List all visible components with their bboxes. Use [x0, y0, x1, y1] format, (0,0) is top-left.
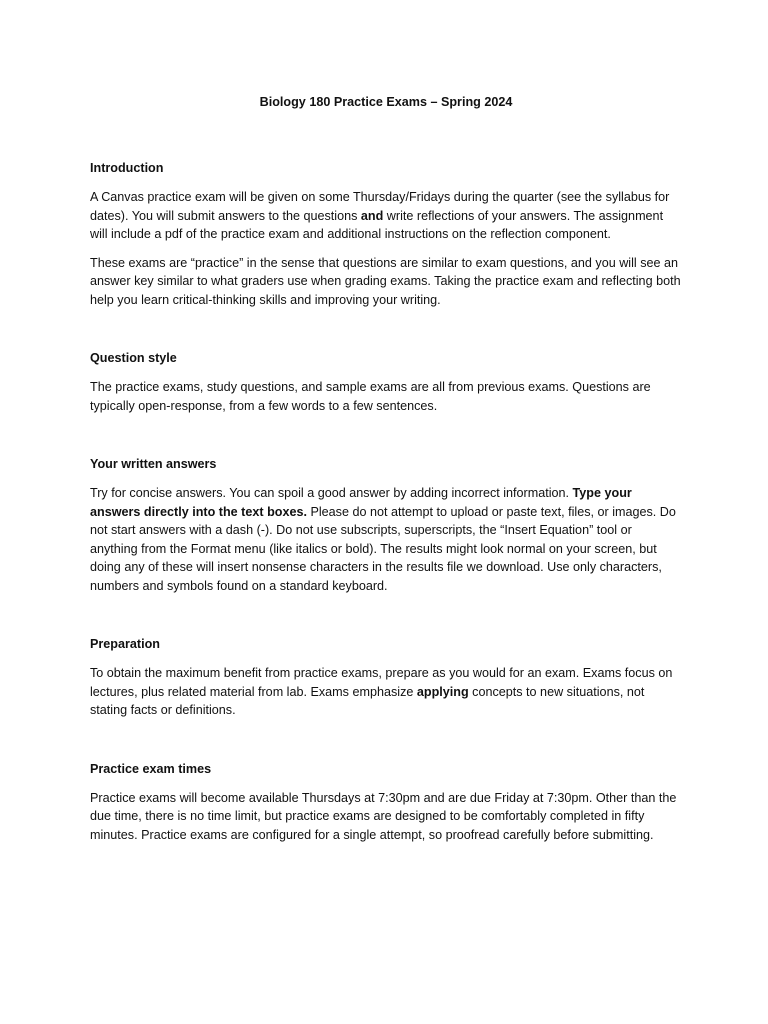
practice-exam-times-paragraph: Practice exams will become available Thursdays at 7:30pm and are due Friday at 7:30pm. Other than the due time, there is no time limit, but practice exams are designed to be comfortably completed in fifty minutes. Practice exams are configured for a single attempt, so proofread carefully before submitting. [90, 790, 677, 842]
section-heading-practice-exam-times: Practice exam times [90, 761, 212, 776]
section-heading-written-answers: Your written answers [90, 457, 217, 471]
section-heading-question-style: Question style [90, 351, 177, 365]
section-heading-introduction: Introduction [90, 161, 164, 175]
preparation-bold-applying: applying [416, 684, 469, 699]
section-heading-preparation: Preparation [90, 637, 160, 651]
introduction-text-end: write reflections of your answers. The assignment will include a pdf of the practice exam and additional instructions on the reflection component. [90, 208, 664, 241]
written-answers-text-end: Please do not attempt to upload or paste text, files, or images. Do not start answers with a dash (-). Do not use subscripts, superscripts, the “Insert Equation” tool or anything from the Format menu (like italics or bold). The results might look normal on your screen, but doing any of these will insert nonsense characters in the results file we download. Use only characters, numbers and symbols found on a standard keyboard. [90, 504, 676, 593]
written-answers-paragraph [90, 484, 682, 595]
written-answers-bold-instruction: Type your answers directly into the text boxes. [90, 486, 632, 519]
section-question-style [90, 349, 682, 415]
preparation-paragraph [90, 664, 682, 720]
introduction-text-start: A Canvas practice exam will be given on some Thursday/Fridays during the quarter (see the syllabus for dates). You will submit answers to the questions [90, 190, 670, 223]
section-written-answers [90, 455, 682, 595]
section-practice-exam-times [90, 760, 682, 845]
document-title: Biology 180 Practice Exams – Spring 2024 [259, 95, 513, 109]
preparation-text-start: To obtain the maximum benefit from practice exams, prepare as you would for an exam. Exams focus on lectures, plus related material from lab. Exams emphasize [90, 666, 673, 699]
introduction-paragraph-1 [90, 188, 682, 244]
document-page [90, 93, 682, 844]
written-answers-text-start: Try for concise answers. You can spoil a good answer by adding incorrect information. [90, 486, 573, 500]
preparation-text-end: concepts to new situations, not stating facts or definitions. [90, 684, 645, 717]
introduction-paragraph-2: These exams are “practice” in the sense that questions are similar to exam questions, and you will see an answer key similar to what graders use when grading exams. Taking the practice exam and reflecting both help you learn critical-thinking skills and improving your writing. [90, 255, 681, 307]
section-preparation [90, 635, 682, 720]
question-style-paragraph: The practice exams, study questions, and sample exams are all from previous exams. Questions are typically open-response, from a few words to a few sentences. [90, 380, 651, 413]
introduction-bold-and: and [360, 208, 384, 223]
section-introduction [90, 159, 682, 309]
